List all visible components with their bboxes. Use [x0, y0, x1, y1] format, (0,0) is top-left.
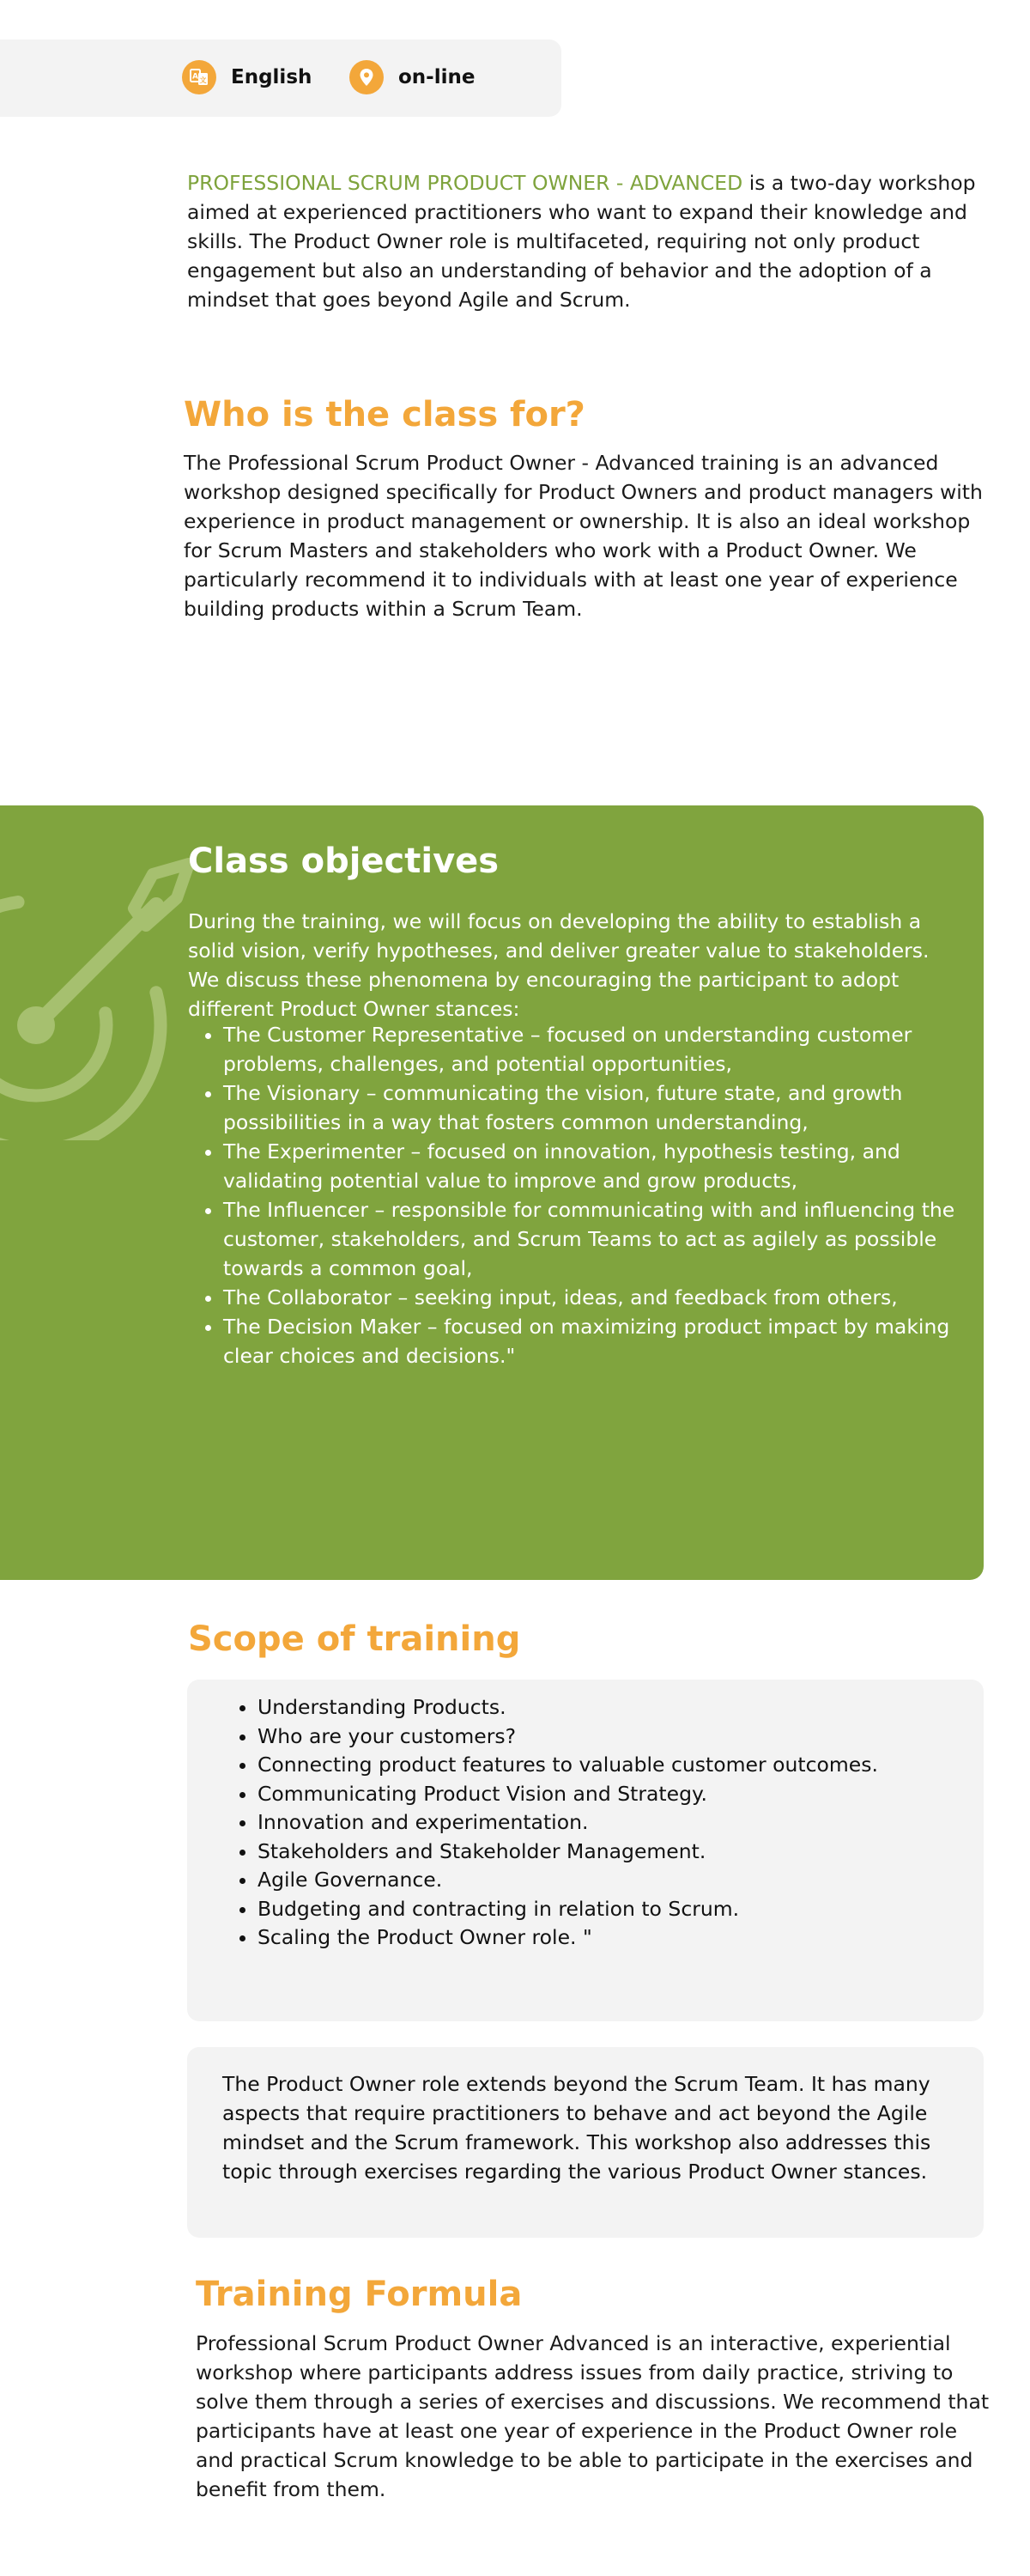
list-item: • Budgeting and contracting in relation to Scrum.	[258, 1895, 1021, 1924]
objectives-panel	[0, 805, 984, 1580]
list-item: • Communicating Product Vision and Strategy.	[258, 1780, 1021, 1809]
location-pin-icon	[349, 60, 384, 94]
svg-text:A: A	[192, 72, 198, 82]
scope-title: Scope of training	[188, 1619, 521, 1659]
scope-list	[187, 1693, 1021, 1953]
list-item: • The Visionary – communicating the vision, future state, and growth possibilities in a way that fosters common understanding,	[223, 1078, 978, 1137]
formula-title: Training Formula	[196, 2275, 523, 2314]
list-item: • Scaling the Product Owner role. "	[258, 1923, 1021, 1953]
list-item: • Understanding Products.	[258, 1693, 1021, 1722]
objectives-intro: During the training, we will focus on developing the ability to establish a solid vision, verify hypotheses, and deliver greater value to stakeholders. We discuss these phenomena by encouraging the participant to adopt different Product Owner stances:	[188, 909, 930, 1021]
list-item: • Who are your customers?	[258, 1722, 1021, 1752]
scope-note-box	[187, 2047, 984, 2238]
language-tag	[182, 60, 312, 94]
course-info-bar	[0, 39, 561, 117]
list-item: • Innovation and experimentation.	[258, 1808, 1021, 1838]
scope-note-text: The Product Owner role extends beyond the Scrum Team. It has many aspects that require practitioners to behave and act beyond the Agile mindset and the Scrum framework. This workshop also addresses this topic through exercises regarding the various Product Owner stances.	[222, 2072, 931, 2184]
course-name-highlight: PROFESSIONAL SCRUM PRODUCT OWNER - ADVANCED	[187, 171, 743, 195]
format-tag	[349, 60, 475, 94]
language-icon	[182, 60, 216, 94]
list-item: • The Influencer – responsible for communicating with and influencing the customer, stakeholders, and Scrum Teams to act as agilely as possible towards a common goal,	[223, 1195, 978, 1283]
who-text: The Professional Scrum Product Owner - Advanced training is an advanced workshop designed specifically for Product Owners and product managers with experience in product management or ownership. It is also an ideal workshop for Scrum Masters and stakeholders who work with a Product Owner. We particularly recommend it to individuals with at least one year of experience building products within a Scrum Team.	[184, 451, 983, 621]
list-item: • Connecting product features to valuable customer outcomes.	[258, 1751, 1021, 1780]
intro-text: is a two-day workshop aimed at experienced practitioners who want to expand their knowledge and skills. The Product Owner role is multifaceted, requiring not only product engagement but also an understanding of behavior and the adoption of a mindset that goes beyond Agile and Scrum.	[187, 171, 976, 312]
language-label: English	[231, 66, 312, 88]
svg-text:文: 文	[199, 76, 207, 84]
target-arrow-icon	[0, 831, 206, 1140]
list-item: • The Customer Representative – focused on understanding customer problems, challenges, and potential opportunities,	[223, 1020, 978, 1078]
objectives-list	[188, 1020, 978, 1370]
format-label: on-line	[398, 66, 476, 88]
who-title: Who is the class for?	[184, 395, 585, 434]
formula-text: Professional Scrum Product Owner Advanced is an interactive, experiential workshop where participants address issues from daily practice, striving to solve them through a series of exercises and discussions. We recommend that participants have at least one year of experience in the Product Owner role and practical Scrum knowledge to be able to participate in the exercises and benefit from them.	[196, 2331, 990, 2501]
intro-paragraph	[187, 168, 985, 314]
list-item: • The Experimenter – focused on innovation, hypothesis testing, and validating potential value to improve and grow products,	[223, 1137, 978, 1195]
list-item: • The Collaborator – seeking input, ideas, and feedback from others,	[223, 1283, 978, 1312]
list-item: • Stakeholders and Stakeholder Management.	[258, 1838, 1021, 1867]
scope-box	[187, 1680, 984, 2021]
list-item: • Agile Governance.	[258, 1866, 1021, 1895]
list-item: • The Decision Maker – focused on maximizing product impact by making clear choices and decisions."	[223, 1312, 978, 1370]
objectives-title: Class objectives	[188, 841, 500, 881]
